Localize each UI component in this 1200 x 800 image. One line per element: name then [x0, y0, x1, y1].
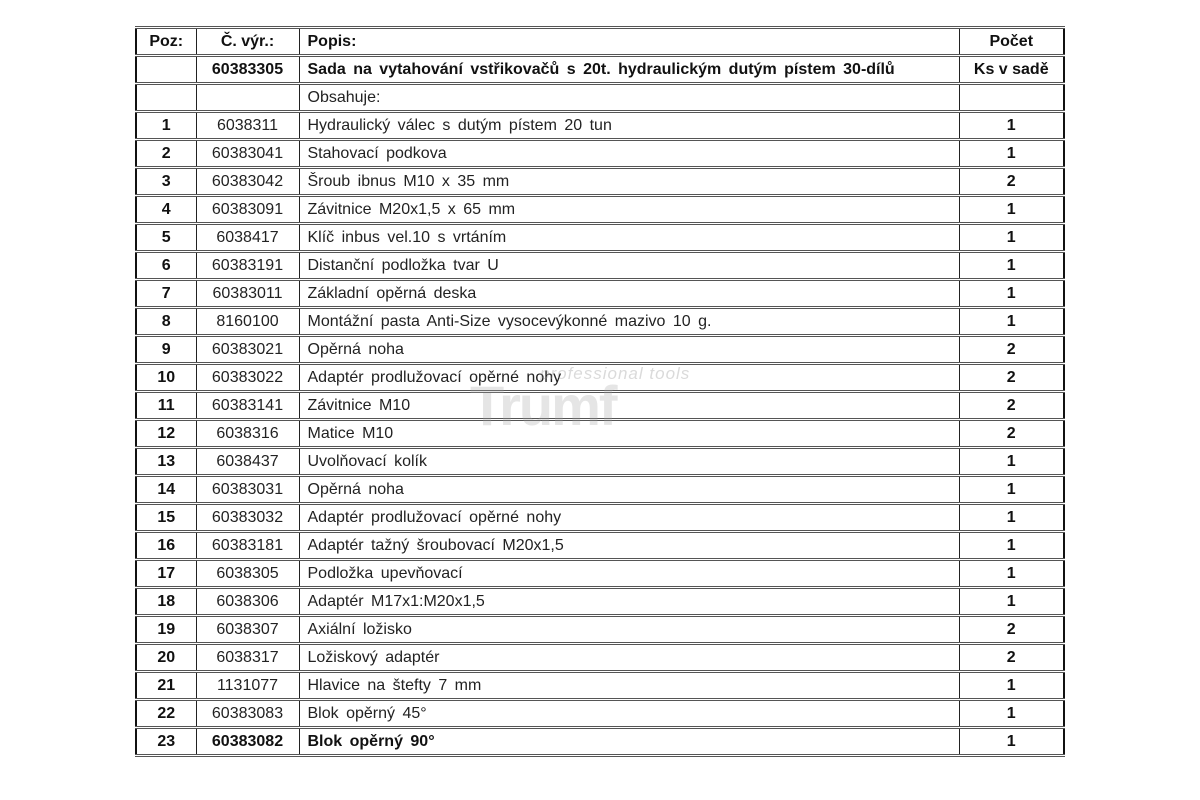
item-quantity: 1: [959, 140, 1064, 168]
kit-poz: [136, 56, 196, 84]
item-poz: 16: [136, 532, 196, 560]
item-quantity: 1: [959, 532, 1064, 560]
item-description: Distanční podložka tvar U: [299, 252, 959, 280]
item-quantity: 2: [959, 420, 1064, 448]
item-number: 60383031: [196, 476, 299, 504]
item-description: Podložka upevňovací: [299, 560, 959, 588]
item-number: 60383091: [196, 196, 299, 224]
item-number: 6038437: [196, 448, 299, 476]
table-row: [136, 532, 1064, 560]
item-poz: 11: [136, 392, 196, 420]
item-number: 60383181: [196, 532, 299, 560]
item-description: Blok opěrný 45°: [299, 700, 959, 728]
item-quantity: 1: [959, 112, 1064, 140]
item-poz: 12: [136, 420, 196, 448]
item-description: Adaptér M17x1:M20x1,5: [299, 588, 959, 616]
item-poz: 6: [136, 252, 196, 280]
item-quantity: 1: [959, 224, 1064, 252]
item-number: 8160100: [196, 308, 299, 336]
item-number: 6038307: [196, 616, 299, 644]
kit-row: [136, 56, 1064, 84]
item-poz: 13: [136, 448, 196, 476]
watermark-tagline: professional tools: [540, 364, 691, 383]
item-quantity: 1: [959, 728, 1064, 756]
item-number: 60383022: [196, 364, 299, 392]
header-description: Popis:: [299, 28, 959, 56]
item-number: 1131077: [196, 672, 299, 700]
table-row: [136, 700, 1064, 728]
item-description: Adaptér prodlužovací opěrné nohy: [299, 504, 959, 532]
header-quantity: Počet: [959, 28, 1064, 56]
item-poz: 1: [136, 112, 196, 140]
item-quantity: 1: [959, 196, 1064, 224]
item-quantity: 1: [959, 308, 1064, 336]
watermark-logo: Trumf: [470, 374, 616, 437]
item-number: 60383082: [196, 728, 299, 756]
item-quantity: 1: [959, 560, 1064, 588]
item-description: Uvolňovací kolík: [299, 448, 959, 476]
table-row: [136, 168, 1064, 196]
item-quantity: 2: [959, 364, 1064, 392]
kit-number: 60383305: [196, 56, 299, 84]
item-quantity: 2: [959, 336, 1064, 364]
table-row: [136, 560, 1064, 588]
item-description: Hydraulický válec s dutým pístem 20 tun: [299, 112, 959, 140]
item-poz: 14: [136, 476, 196, 504]
item-number: 60383083: [196, 700, 299, 728]
item-number: 60383021: [196, 336, 299, 364]
table-row: [136, 616, 1064, 644]
table-row: [136, 140, 1064, 168]
item-description: Klíč inbus vel.10 s vrtáním: [299, 224, 959, 252]
item-quantity: 1: [959, 448, 1064, 476]
item-description: Montážní pasta Anti-Size vysocevýkonné mazivo 10 g.: [299, 308, 959, 336]
item-poz: 5: [136, 224, 196, 252]
item-poz: 15: [136, 504, 196, 532]
item-description: Ložiskový adaptér: [299, 644, 959, 672]
item-quantity: 1: [959, 504, 1064, 532]
table-row: [136, 644, 1064, 672]
item-poz: 20: [136, 644, 196, 672]
item-description: Opěrná noha: [299, 336, 959, 364]
item-number: 6038417: [196, 224, 299, 252]
item-number: 60383011: [196, 280, 299, 308]
item-poz: 7: [136, 280, 196, 308]
table-row: [136, 728, 1064, 756]
table-row: [136, 336, 1064, 364]
item-description: Matice M10: [299, 420, 959, 448]
item-poz: 3: [136, 168, 196, 196]
item-description: Základní opěrná deska: [299, 280, 959, 308]
kit-quantity-label: Ks v sadě: [959, 56, 1064, 84]
parts-table: [135, 26, 1065, 757]
item-poz: 18: [136, 588, 196, 616]
item-quantity: 2: [959, 616, 1064, 644]
table-row: [136, 252, 1064, 280]
item-quantity: 2: [959, 392, 1064, 420]
item-quantity: 1: [959, 252, 1064, 280]
contains-qty: [959, 84, 1064, 112]
item-poz: 9: [136, 336, 196, 364]
item-number: 60383042: [196, 168, 299, 196]
item-description: Adaptér tažný šroubovací M20x1,5: [299, 532, 959, 560]
item-poz: 19: [136, 616, 196, 644]
item-quantity: 2: [959, 168, 1064, 196]
item-quantity: 2: [959, 644, 1064, 672]
table-row: [136, 588, 1064, 616]
item-description: Blok opěrný 90°: [299, 728, 959, 756]
table-row: [136, 112, 1064, 140]
item-number: 6038311: [196, 112, 299, 140]
item-poz: 17: [136, 560, 196, 588]
header-number: Č. výr.:: [196, 28, 299, 56]
kit-description: Sada na vytahování vstřikovačů s 20t. hydraulickým dutým pístem 30-dílů: [299, 56, 959, 84]
table-row: [136, 308, 1064, 336]
item-number: 60383041: [196, 140, 299, 168]
item-quantity: 1: [959, 476, 1064, 504]
table-row: [136, 672, 1064, 700]
table-row: [136, 392, 1064, 420]
item-poz: 23: [136, 728, 196, 756]
item-quantity: 1: [959, 672, 1064, 700]
item-description: Závitnice M20x1,5 x 65 mm: [299, 196, 959, 224]
item-number: 60383191: [196, 252, 299, 280]
table-row: [136, 280, 1064, 308]
item-quantity: 1: [959, 588, 1064, 616]
contains-poz: [136, 84, 196, 112]
item-description: Adaptér prodlužovací opěrné nohy: [299, 364, 959, 392]
item-description: Závitnice M10: [299, 392, 959, 420]
table-row: [136, 476, 1064, 504]
header-poz: Poz:: [136, 28, 196, 56]
table-row: [136, 504, 1064, 532]
item-description: Opěrná noha: [299, 476, 959, 504]
item-description: Šroub ibnus M10 x 35 mm: [299, 168, 959, 196]
item-number: 6038316: [196, 420, 299, 448]
table-row: [136, 420, 1064, 448]
item-description: Axiální ložisko: [299, 616, 959, 644]
item-poz: 10: [136, 364, 196, 392]
table-row: [136, 448, 1064, 476]
item-number: 6038305: [196, 560, 299, 588]
item-quantity: 1: [959, 700, 1064, 728]
contains-number: [196, 84, 299, 112]
item-number: 60383141: [196, 392, 299, 420]
item-poz: 4: [136, 196, 196, 224]
item-poz: 8: [136, 308, 196, 336]
item-poz: 21: [136, 672, 196, 700]
item-quantity: 1: [959, 280, 1064, 308]
table-row: [136, 224, 1064, 252]
item-number: 60383032: [196, 504, 299, 532]
item-number: 6038306: [196, 588, 299, 616]
item-description: Stahovací podkova: [299, 140, 959, 168]
parts-list-sheet: [135, 26, 1063, 757]
item-poz: 22: [136, 700, 196, 728]
item-description: Hlavice na štefty 7 mm: [299, 672, 959, 700]
header-row: [136, 28, 1064, 56]
table-row: [136, 196, 1064, 224]
contains-row: [136, 84, 1064, 112]
contains-label: Obsahuje:: [299, 84, 959, 112]
item-poz: 2: [136, 140, 196, 168]
item-number: 6038317: [196, 644, 299, 672]
table-row: [136, 364, 1064, 392]
